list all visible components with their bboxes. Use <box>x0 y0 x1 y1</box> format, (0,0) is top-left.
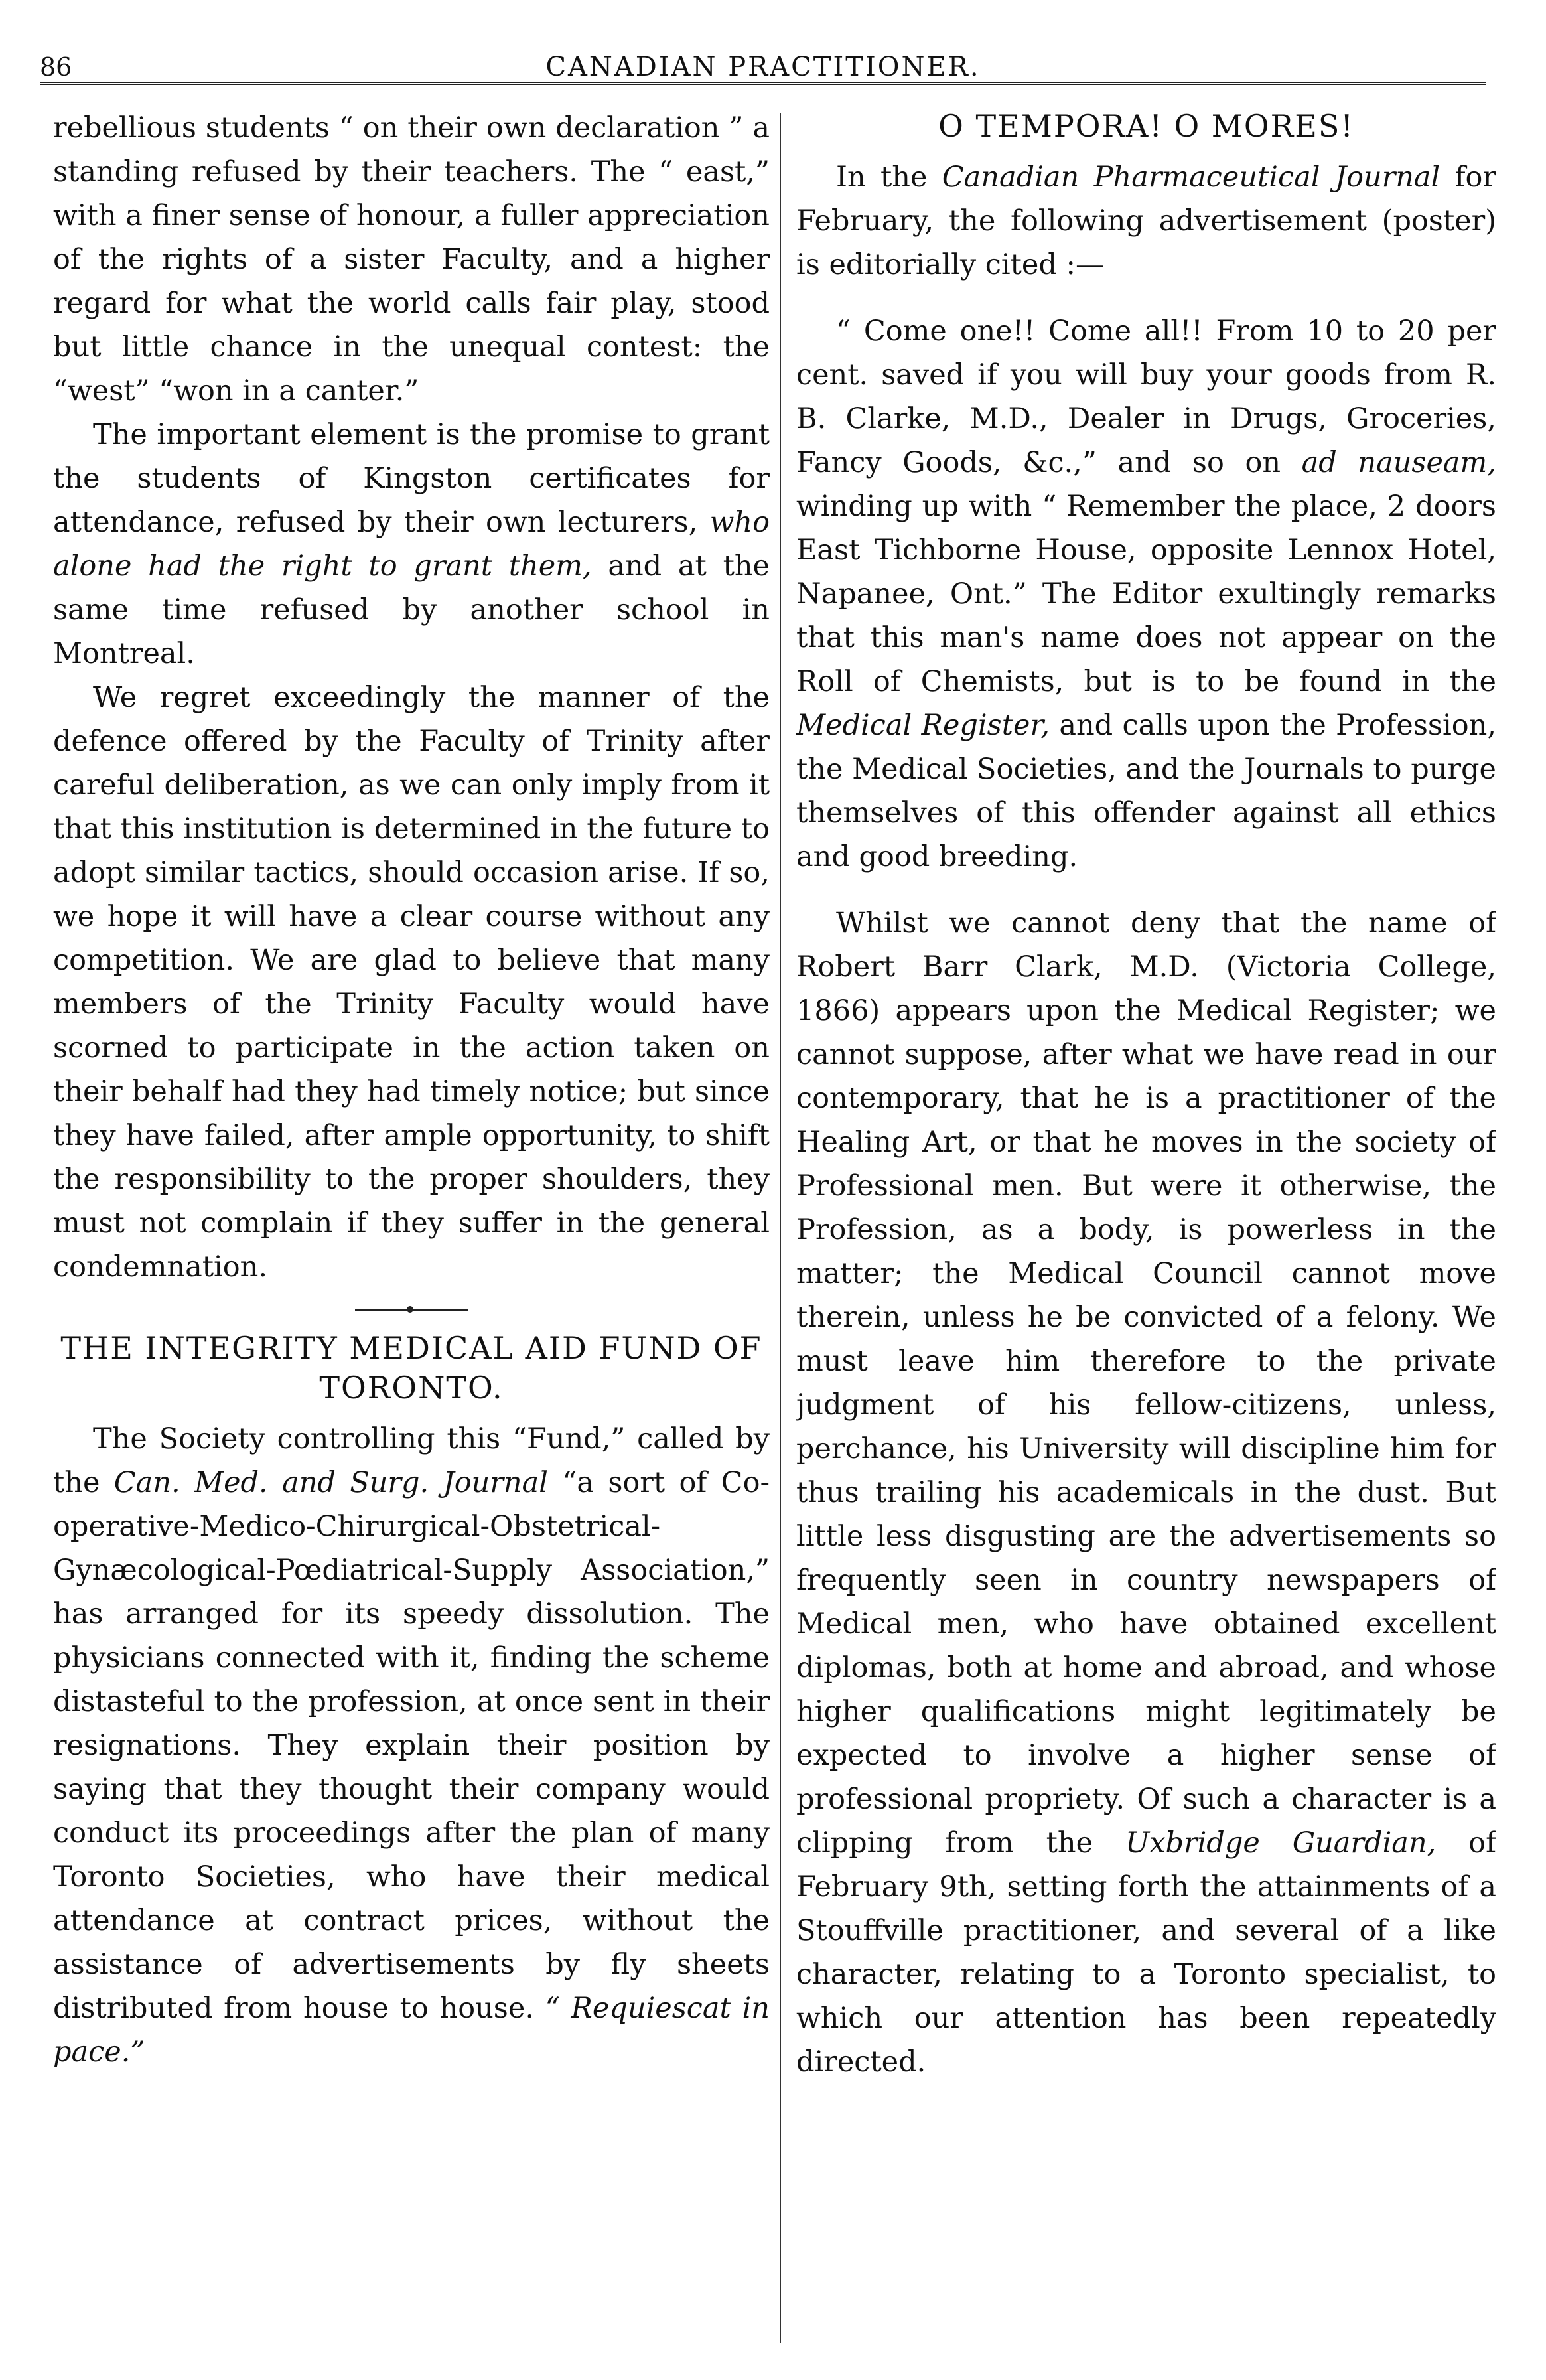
right-paragraph-2: “ Come one!! Come all!! From 10 to 20 per cent. saved if you will buy your goods from R. B. Clarke, M.D., Dealer in Drugs, Groceries, Fancy Goods, &c.,” and so on ad nauseam, winding up with “ Remember the place, 2 doors East Tichborne House, opposite Lennox Hotel, Napanee, Ont.” The Editor exultingly remarks that this man's name does not appear on the Roll of Chemists, but is to be found in the Medical Register, and calls upon the Profession, the Medical Societies, and the Journals to purge themselves of this offender against all ethics and good breeding. <box>796 315 1496 873</box>
right-column <box>796 106 1496 2343</box>
page-number: 86 <box>40 52 72 82</box>
left-paragraph-4: The Society controlling this “Fund,” called by the Can. Med. and Surg. Journal “a sort of Co-operative-Medico-Chirurgical-Obstetrical-Gynæcological-Pœdiatrical-Supply Association,” has arranged for its speedy dissolution. The physicians connected with it, finding the scheme distasteful to the profession, at once sent in their resignations. They explain their position by saying that they thought their company would conduct its proceedings after the plan of many Toronto Societies, who have their medical attendance at contract prices, without the assistance of advertisements by fly sheets distributed from house to house. “ Requiescat in pace.” <box>53 1422 770 2069</box>
left-paragraph-1: rebellious students “ on their own declaration ” a standing refused by their teachers. The “ east,” with a finer sense of honour, a fuller appreciation of the rights of a sister Faculty, and a higher regard for what the world calls fair play, stood but little chance in the unequal contest: the “west” “won in a canter.” <box>53 112 770 408</box>
section-title-o-tempora: O TEMPORA! O MORES! <box>938 108 1354 144</box>
section-title-integrity-fund: THE INTEGRITY MEDICAL AID FUND OF TORONTO. <box>60 1330 762 1406</box>
left-column <box>53 106 770 2343</box>
paragraph-gap <box>796 287 1496 309</box>
page-header <box>40 25 1486 85</box>
section-divider <box>355 1309 468 1311</box>
left-paragraph-2: The important element is the promise to grant the students of Kingston certificates for attendance, refused by their own lecturers, who alone had the right to grant them, and at the same time refused by another school in Montreal. <box>53 418 770 670</box>
column-divider <box>780 113 781 2343</box>
running-head: CANADIAN PRACTITIONER. <box>545 52 981 82</box>
left-paragraph-3: We regret exceedingly the manner of the defence offered by the Faculty of Trinity after careful deliberation, as we can only imply from it that this institution is determined in the future to adopt similar tactics, should occasion arise. If so, we hope it will have a clear course without any competition. We are glad to believe that many members of the Trinity Faculty would have scorned to participate in the action taken on their behalf had they had timely notice; but since they have failed, after ample opportunity, to shift the responsibility to the proper shoulders, they must not complain if they suffer in the general condemnation. <box>53 681 770 1284</box>
paragraph-gap <box>796 879 1496 901</box>
right-paragraph-3: Whilst we cannot deny that the name of Robert Barr Clark, M.D. (Victoria College, 1866) appears upon the Medical Register; we cannot suppose, after what we have read in our contemporary, that he is a practitioner of the Healing Art, or that he moves in the society of Professional men. But were it otherwise, the Profession, as a body, is powerless in the matter; the Medical Council cannot move therein, unless he be convicted of a felony. We must leave him therefore to the private judgment of his fellow-citizens, unless, perchance, his University will discipline him for thus trailing his academicals in the dust. But little less disgusting are the advertisements so frequently seen in country newspapers of Medical men, who have obtained excellent diplomas, both at home and abroad, and whose higher qualifications might legitimately be expected to involve a higher sense of professional propriety. Of such a character is a clipping from the Uxbridge Guardian, of February 9th, setting forth the attainments of a Stouffville practitioner, and several of a like character, relating to a Toronto specialist, to which our attention has been repeatedly directed. <box>796 907 1496 2079</box>
right-paragraph-1: In the Canadian Pharmaceutical Journal for February, the following advertisement (poster) is editorially cited :— <box>796 161 1496 281</box>
